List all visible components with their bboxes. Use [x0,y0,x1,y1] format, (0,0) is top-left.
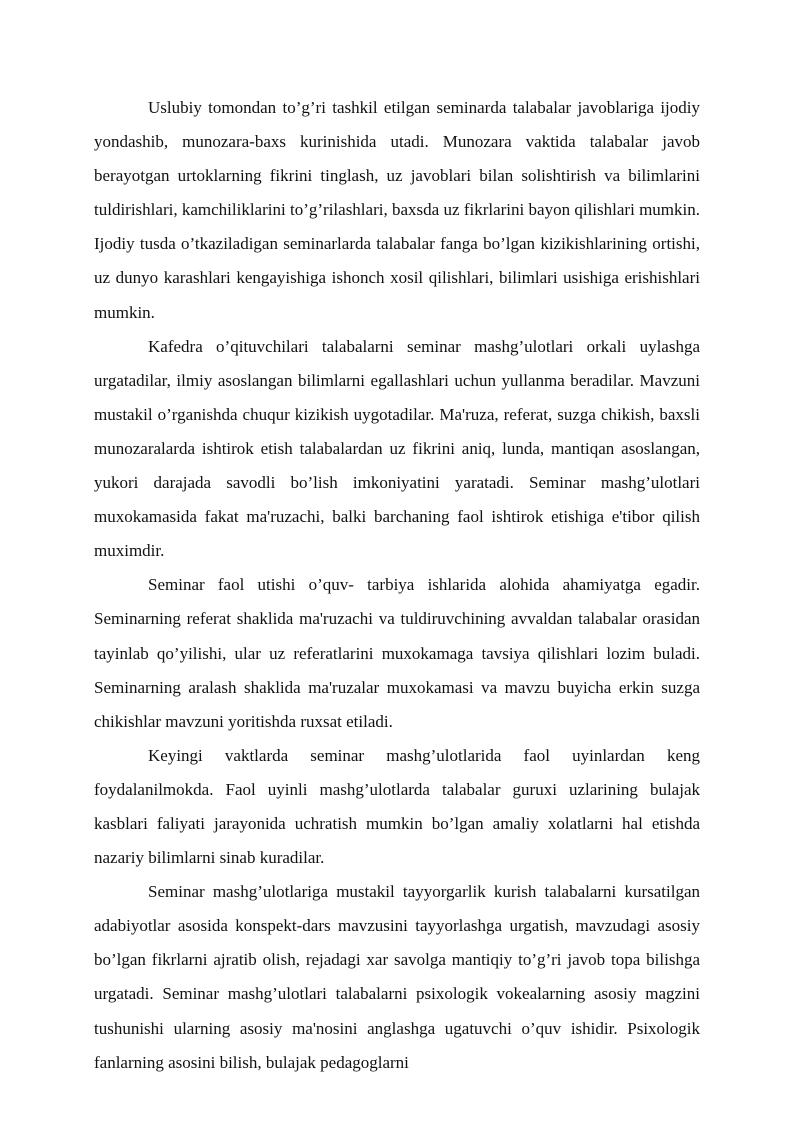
paragraph-4: Keyingi vaktlarda seminar mashg’ulotlarida faol uyinlardan keng foydalanilmokda. Faol uyinli mashg’ulotlarda talabalar guruxi uzlarining bulajak kasblari faliyati jarayonida uchratish mumkin bo’lgan amaliy xolatlarni hal etishda nazariy bilimlarni sinab kuradilar. [94,745,700,868]
paragraph-2: Kafedra o’qituvchilari talabalarni seminar mashg’ulotlari orkali uylashga urgatadilar, ilmiy asoslangan bilimlarni egallashlari uchun yullanma beradilar. Mavzuni mustakil o’rganishda chuqur kizikish uygotadilar. Ma'ruza, referat, suzga chikish, baxsli munozaralarda ishtirok etish talabalardan uz fikrini aniq, lunda, mantiqan asoslangan, yukori darajada savodli bo’lish imkoniyatini yaratadi. Seminar mashg’ulotlari muxokamasida fakat ma'ruzachi, balki barchaning faol ishtirok etishiga e'tibor qilish muximdir. [94,336,700,561]
document-body [94,91,700,1080]
paragraph-5: Seminar mashg’ulotlariga mustakil tayyorgarlik kurish talabalarni kursatilgan adabiyotlar asosida konspekt-dars mavzusini tayyorlashga urgatish, mavzudagi asosiy bo’lgan fikrlarni ajratib olish, rejadagi xar savolga mantiqiy to’g’ri javob topa bilishga urgatadi. Seminar mashg’ulotlari talabalarni psixologik vokealarning asosiy magzini tushunishi ularning asosiy ma'nosini anglashga ugatuvchi o’quv ishidir. Psixologik fanlarning asosini bilish, bulajak pedagoglarni [94,882,700,1072]
paragraph-1: Uslubiy tomondan to’g’ri tashkil etilgan seminarda talabalar javoblariga ijodiy yondashib, munozara-baxs kurinishida utadi. Munozara vaktida talabalar javob berayotgan urtoklarning fikrini tinglash, uz javoblari bilan solishtirish va bilimlarini tuldirishlari, kamchiliklarini to’g’rilashlari, baxsda uz fikrlarini bayon qilishlari mumkin. Ijodiy tusda o’tkaziladigan seminarlarda talabalar fanga bo’lgan kizikishlarining ortishi, uz dunyo karashlari kengayishiga ishonch xosil qilishlari, bilimlari usishiga erishishlari mumkin. [94,98,700,322]
paragraph-3: Seminar faol utishi o’quv- tarbiya ishlarida alohida ahamiyatga egadir. Seminarning referat shaklida ma'ruzachi va tuldiruvchining avvaldan talabalar orasidan tayinlab qo’yilishi, ular uz referatlarini muxokamaga tavsiya qilishlari lozim buladi. Seminarning aralash shaklida ma'ruzalar muxokamasi va mavzu buyicha erkin suzga chikishlar mavzuni yoritishda ruxsat etiladi. [94,575,700,731]
